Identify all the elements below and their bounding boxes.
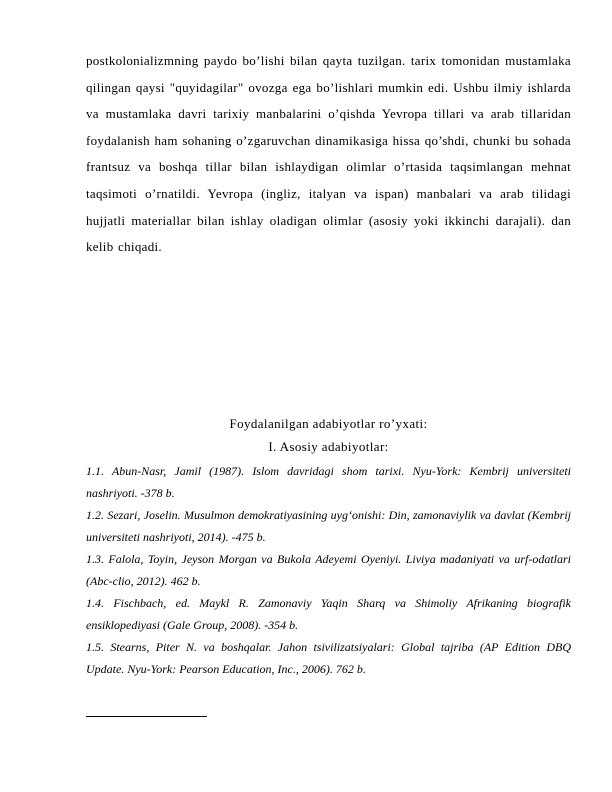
references-heading: Foydalanilgan adabiyotlar ro’yxati:: [229, 416, 428, 431]
reference-item: 1.3. Falola, Toyin, Jeyson Morgan va Bukola Adeyemi Oyeniyi. Liviya madaniyati va urf-odatlari (Abc-clio, 2012). 462 b.: [86, 552, 571, 588]
reference-list: [86, 460, 571, 680]
reference-item: 1.5. Stearns, Piter N. va boshqalar. Jahon tsivilizatsiyalari: Global tajriba (AP Edition DBQ Update. Nyu-York: Pearson Education, Inc., 2006). 762 b.: [86, 640, 571, 676]
reference-item: 1.1. Abun-Nasr, Jamil (1987). Islom davridagi shom tarixi. Nyu-York: Kembrij universiteti nashriyoti. -378 b.: [86, 464, 571, 500]
references-subheading: I. Asosiy adabiyotlar:: [268, 439, 389, 454]
page-body: [86, 48, 571, 261]
body-paragraph: postkolonializmning paydo bo’lishi bilan qayta tuzilgan. tarix tomonidan mustamlaka qilingan qaysi "quyidagilar" ovozga ega bo’lishlari mumkin edi. Ushbu ilmiy ishlarda va mustamlaka davri tarixiy manbalarini o’qishda Yevropa tillari va arab tillaridan foydalanish ham sohaning o’zgaruvchan dinamikasiga hissa qo’shdi, chunki bu sohada frantsuz va boshqa tillar bilan ishlaydigan olimlar o’rtasida taqsimlangan mehnat taqsimoti o’rnatildi. Yevropa (ingliz, italyan va ispan) manbalari va arab tilidagi hujjatli materiallar bilan ishlay oladigan olimlar (asosiy yoki ikkinchi darajali). dan kelib chiqadi.: [86, 53, 571, 255]
footnote-divider: [86, 716, 207, 717]
reference-item: 1.4. Fischbach, ed. Maykl R. Zamonaviy Yaqin Sharq va Shimoliy Afrikaning biografik ensiklopediyasi (Gale Group, 2008). -354 b.: [86, 596, 571, 632]
reference-item: 1.2. Sezari, Joselin. Musulmon demokratiyasining uyg‘onishi: Din, zamonaviylik va davlat (Kembrij universiteti nashriyoti, 2014). -475 b.: [86, 508, 571, 544]
references-section: [86, 412, 571, 680]
